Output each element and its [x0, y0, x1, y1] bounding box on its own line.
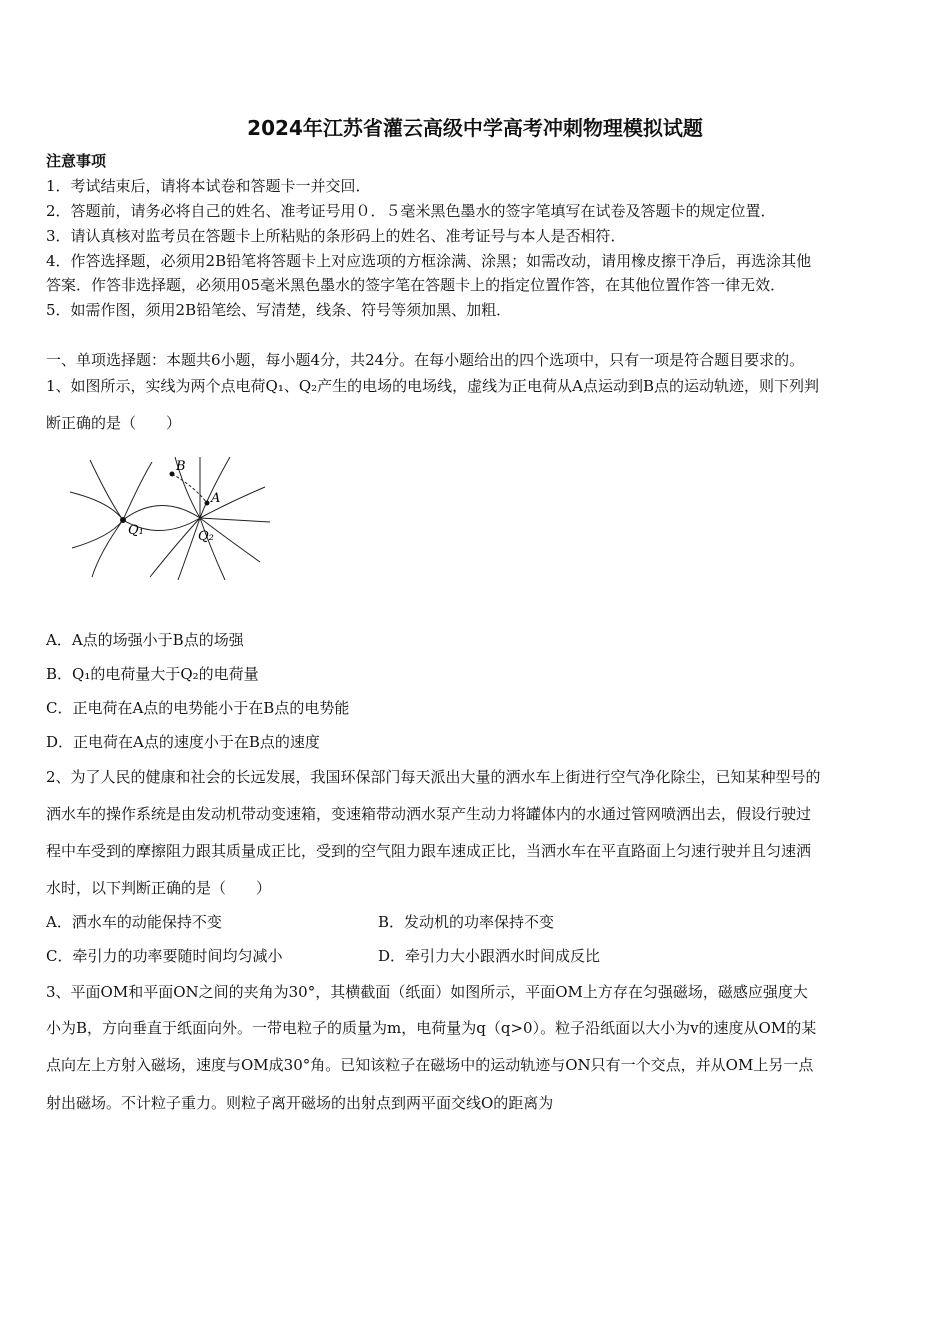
q2-stem-line: 2、为了人民的健康和社会的长远发展，我国环保部门每天派出大量的洒水车上街进行空气净化除尘，已知某种型号的 [46, 768, 821, 786]
q3-stem-line: 点向左上方射入磁场，速度与OM成30°角。已知该粒子在磁场中的运动轨迹与ON只有一个交点，并从OM上另一点 [46, 1056, 814, 1074]
field-line [200, 487, 265, 518]
q3-stem-line: 射出磁场。不计粒子重力。则粒子离开磁场的出射点到两平面交线O的距离为 [46, 1094, 554, 1112]
q2-option-a: A．洒水车的动能保持不变 [46, 913, 222, 931]
q2-option-d: D．牵引力大小跟洒水时间成反比 [378, 947, 601, 965]
charge-q1-dot [120, 517, 126, 523]
q2-stem-line: 程中车受到的摩擦阻力跟其质量成正比，受到的空气阻力跟车速成正比，当洒水车在平直路面上匀速行驶并且匀速洒 [46, 842, 812, 860]
notice-item: 2．答题前，请务必将自己的姓名、准考证号用０．５毫米黑色墨水的签字笔填写在试卷及答题卡的规定位置． [46, 202, 776, 220]
label-q2: Q₂ [198, 529, 214, 544]
field-line [72, 520, 123, 548]
q2-stem-line: 水时，以下判断正确的是（ ） [46, 879, 272, 897]
q1-stem-line: 1、如图所示，实线为两个点电荷Q₁、Q₂产生的电场的电场线，虚线为正电荷从A点运动到B点的运动轨迹，则下列判 [46, 377, 820, 395]
electric-field-figure [60, 452, 280, 582]
point-a-dot [205, 501, 210, 506]
q1-option-b: B．Q₁的电荷量大于Q₂的电荷量 [46, 665, 259, 683]
notice-heading: 注意事项 [46, 152, 107, 170]
q1-option-c: C．正电荷在A点的电势能小于在B点的电势能 [46, 699, 350, 717]
field-line [123, 505, 200, 520]
q1-option-d: D．正电荷在A点的速度小于在B点的速度 [46, 733, 320, 751]
notice-item: 1．考试结束后，请将本试卷和答题卡一并交回． [46, 177, 371, 195]
notice-item: 5．如需作图，须用2B铅笔绘、写清楚，线条、符号等须加黑、加粗． [46, 301, 512, 319]
field-line [70, 492, 123, 520]
q1-option-a: A．A点的场强小于B点的场强 [46, 631, 244, 649]
q3-stem-line: 3、平面OM和平面ON之间的夹角为30°，其横截面（纸面）如图所示，平面OM上方存在匀强磁场，磁感应强度大 [46, 983, 808, 1001]
notice-item: 3．请认真核对监考员在答题卡上所粘贴的条形码上的姓名、准考证号与本人是否相符． [46, 227, 626, 245]
label-a: A [211, 491, 221, 506]
notice-item: 答案．作答非选择题，必须用05毫米黑色墨水的签字笔在答题卡上的指定位置作答，在其他位置作答一律无效． [46, 276, 786, 294]
q2-option-b: B．发动机的功率保持不变 [378, 913, 555, 931]
field-line [90, 460, 123, 520]
trajectory-line [172, 474, 207, 503]
field-line [92, 520, 123, 577]
field-line [150, 518, 200, 577]
q1-stem-line: 断正确的是（ ） [46, 414, 182, 432]
label-b: B [176, 459, 186, 474]
point-b-dot [170, 472, 175, 477]
label-q1: Q₁ [128, 523, 144, 538]
section-heading: 一、单项选择题：本题共6小题，每小题4分，共24分。在每小题给出的四个选项中，只有一项是符合题目要求的。 [46, 351, 805, 369]
q3-stem-line: 小为B，方向垂直于纸面向外。一带电粒子的质量为m，电荷量为q（q>0）。粒子沿纸面以大小为v的速度从OM的某 [46, 1019, 817, 1037]
field-line [178, 518, 200, 580]
notice-item: 4．作答选择题，必须用2B铅笔将答题卡上对应选项的方框涂满、涂黑；如需改动，请用橡皮擦干净后，再选涂其他 [46, 252, 812, 270]
q2-option-c: C．牵引力的功率要随时间均匀减小 [46, 947, 283, 965]
field-line [200, 518, 270, 522]
q2-stem-line: 洒水车的操作系统是由发动机带动变速箱，变速箱带动洒水泵产生动力将罐体内的水通过管网喷洒出去，假设行驶过 [46, 805, 812, 823]
page-title: 2024年江苏省灌云高级中学高考冲刺物理模拟试题 [247, 116, 703, 140]
field-line [200, 457, 230, 518]
